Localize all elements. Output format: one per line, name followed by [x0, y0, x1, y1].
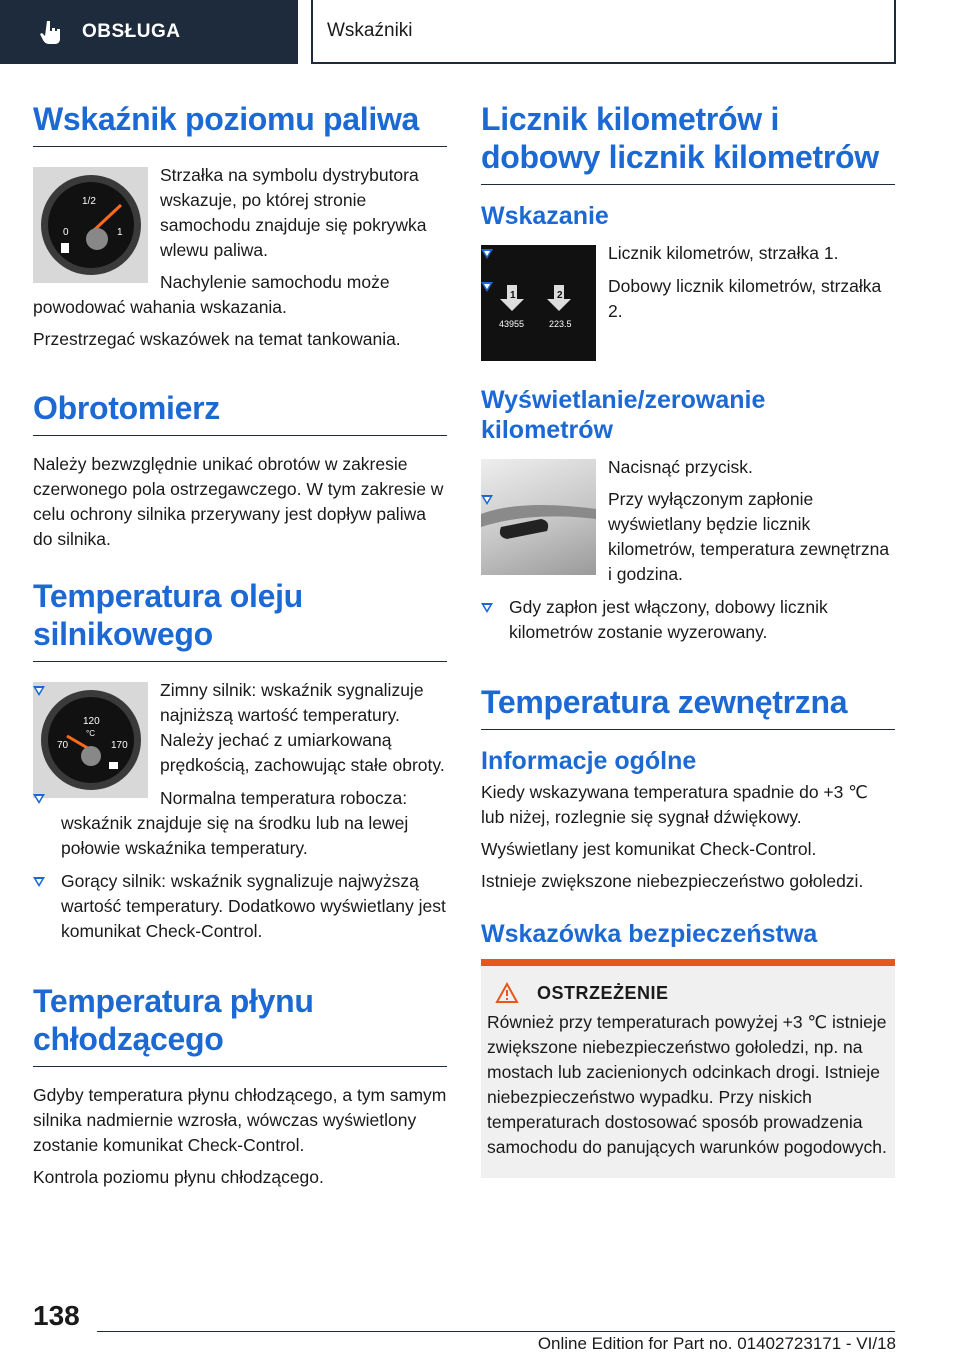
general-info-subheading: Informacje ogólne [481, 747, 697, 775]
list-item: Normalna temperatura robocza: wskaźnik znajduje się na środku lub na lewej połowie wskaźnika temperatury. [33, 786, 447, 861]
section-title: OBSŁUGA [82, 21, 181, 42]
triangle-bullet-icon [481, 282, 493, 292]
triangle-bullet-icon [33, 794, 45, 804]
reset-subheading: Wyświetlanie/zerowanie kilometrów [481, 386, 766, 444]
page-number: 138 [33, 1300, 80, 1331]
list-item: Dobowy licznik kilometrów, strzałka 2. [481, 274, 895, 324]
outside-temperature-heading: Temperatura zewnętrzna [481, 683, 895, 730]
coolant-paragraph-2: Kontrola poziomu płynu chłodzącego. [33, 1167, 324, 1187]
oil-unit-label: °C [85, 729, 95, 738]
warning-text: Również przy temperaturach powyżej +3 ℃ istnieje zwiększone niebezpieczeństwo gołoledzi, np. na mostach lub zacienionych odcinkach drogi. Istnieje niebezpieczeństwo wypadku. Przy niskich temperaturach dostosować sposób prowadzenia samochodu do panujących warunków pogodowych. [487, 1012, 887, 1157]
triangle-bullet-icon [33, 686, 45, 696]
oil-min-label: 70 [56, 740, 68, 751]
arrow-2-label: 2 [557, 290, 563, 301]
reset-list-continued [481, 595, 895, 645]
triangle-bullet-icon [33, 877, 45, 887]
odometer-heading: Licznik kilometrów i dobowy licznik kilometrów [481, 100, 895, 185]
left-column [33, 100, 447, 1197]
general-paragraph-2: Wyświetlany jest komunikat Check-Control. [481, 839, 817, 859]
list-item: Gorący silnik: wskaźnik sygnalizuje najwyższą wartość temperatury. Dodatkowo wyświetlany jest komunikat Check-Control. [33, 869, 447, 944]
tachometer-paragraph: Należy bezwzględnie unikać obrotów w zakresie czerwonego pola ostrzegawczego. W tym zakresie w celu ochrony silnika przerywany jest dopływ paliwa do silnika. [33, 454, 444, 549]
triangle-bullet-icon [481, 495, 493, 505]
warning-label: OSTRZEŻENIE [537, 982, 669, 1003]
tachometer-heading: Obrotomierz [33, 389, 447, 436]
edition-text: Online Edition for Part no. 01402723171 - VI/18 [537, 1334, 896, 1353]
subsection-title: Wskaźniki [327, 20, 413, 41]
fuel-pump-icon [61, 243, 69, 253]
reset-list [481, 487, 895, 587]
section-header [0, 0, 298, 64]
general-paragraph-3: Istnieje zwiększone niebezpieczeństwo gołoledzi. [481, 871, 864, 891]
oil-mid-label: 120 [82, 716, 100, 727]
fuel-paragraph-3: Przestrzegać wskazówek na temat tankowania. [33, 329, 401, 349]
list-item: Przy wyłączonym zapłonie wyświetlany będzie licznik kilometrów, temperatura zewnętrzna i godzina. [481, 487, 895, 587]
odometer-value: 43955 [499, 319, 525, 329]
odometer-display-list [481, 241, 895, 324]
oil-temperature-list [33, 678, 447, 944]
oil-max-label: 170 [110, 740, 128, 751]
fuel-gauge-heading: Wskaźnik poziomu paliwa [33, 100, 447, 147]
subsection-header [311, 0, 896, 64]
reset-paragraph: Nacisnąć przycisk. [608, 457, 753, 477]
warning-triangle-icon [495, 982, 519, 1004]
footer-divider [97, 1331, 895, 1332]
hand-pointer-icon [40, 19, 62, 45]
right-column [481, 100, 895, 1178]
warning-box [481, 959, 895, 1178]
arrow-1-label: 1 [510, 290, 516, 301]
coolant-temperature-heading: Temperatura płynu chłodzącego [33, 982, 447, 1067]
fuel-half-label: 1/2 [81, 196, 96, 207]
display-subheading: Wskazanie [481, 202, 609, 230]
fuel-gauge-image [33, 167, 148, 283]
list-item: Zimny silnik: wskaźnik sygnalizuje najniższą wartość temperatury. Należy jechać z umiarkowaną prędkością, zachowując stałe obroty. [33, 678, 447, 778]
fuel-full-label: 1 [116, 227, 123, 238]
list-item: Gdy zapłon jest włączony, dobowy licznik kilometrów zostanie wyzerowany. [481, 595, 895, 645]
fuel-zero-label: 0 [62, 227, 69, 238]
fuel-paragraph-2: Nachylenie samochodu może powodować wahania wskazania. [33, 272, 390, 317]
oil-temperature-heading: Temperatura oleju silnikowego [33, 577, 447, 662]
general-paragraph-1: Kiedy wskazywana temperatura spadnie do +3 ℃ lub niżej, rozlegnie się sygnał dźwiękowy. [481, 782, 868, 827]
fuel-paragraph-1: Strzałka na symbolu dystrybutora wskazuje, po której stronie samochodu znajduje się pokrywka wlewu paliwa. [160, 165, 427, 260]
trip-value: 223.5 [549, 319, 572, 329]
coolant-paragraph-1: Gdyby temperatura płynu chłodzącego, a tym samym silnika nadmiernie wzrosła, wówczas wyświetlony zostanie komunikat Check-Control. [33, 1085, 447, 1155]
triangle-bullet-icon [481, 249, 493, 259]
safety-subheading: Wskazówka bezpieczeństwa [481, 920, 818, 948]
list-item: Licznik kilometrów, strzałka 1. [481, 241, 895, 266]
triangle-bullet-icon [481, 603, 493, 613]
